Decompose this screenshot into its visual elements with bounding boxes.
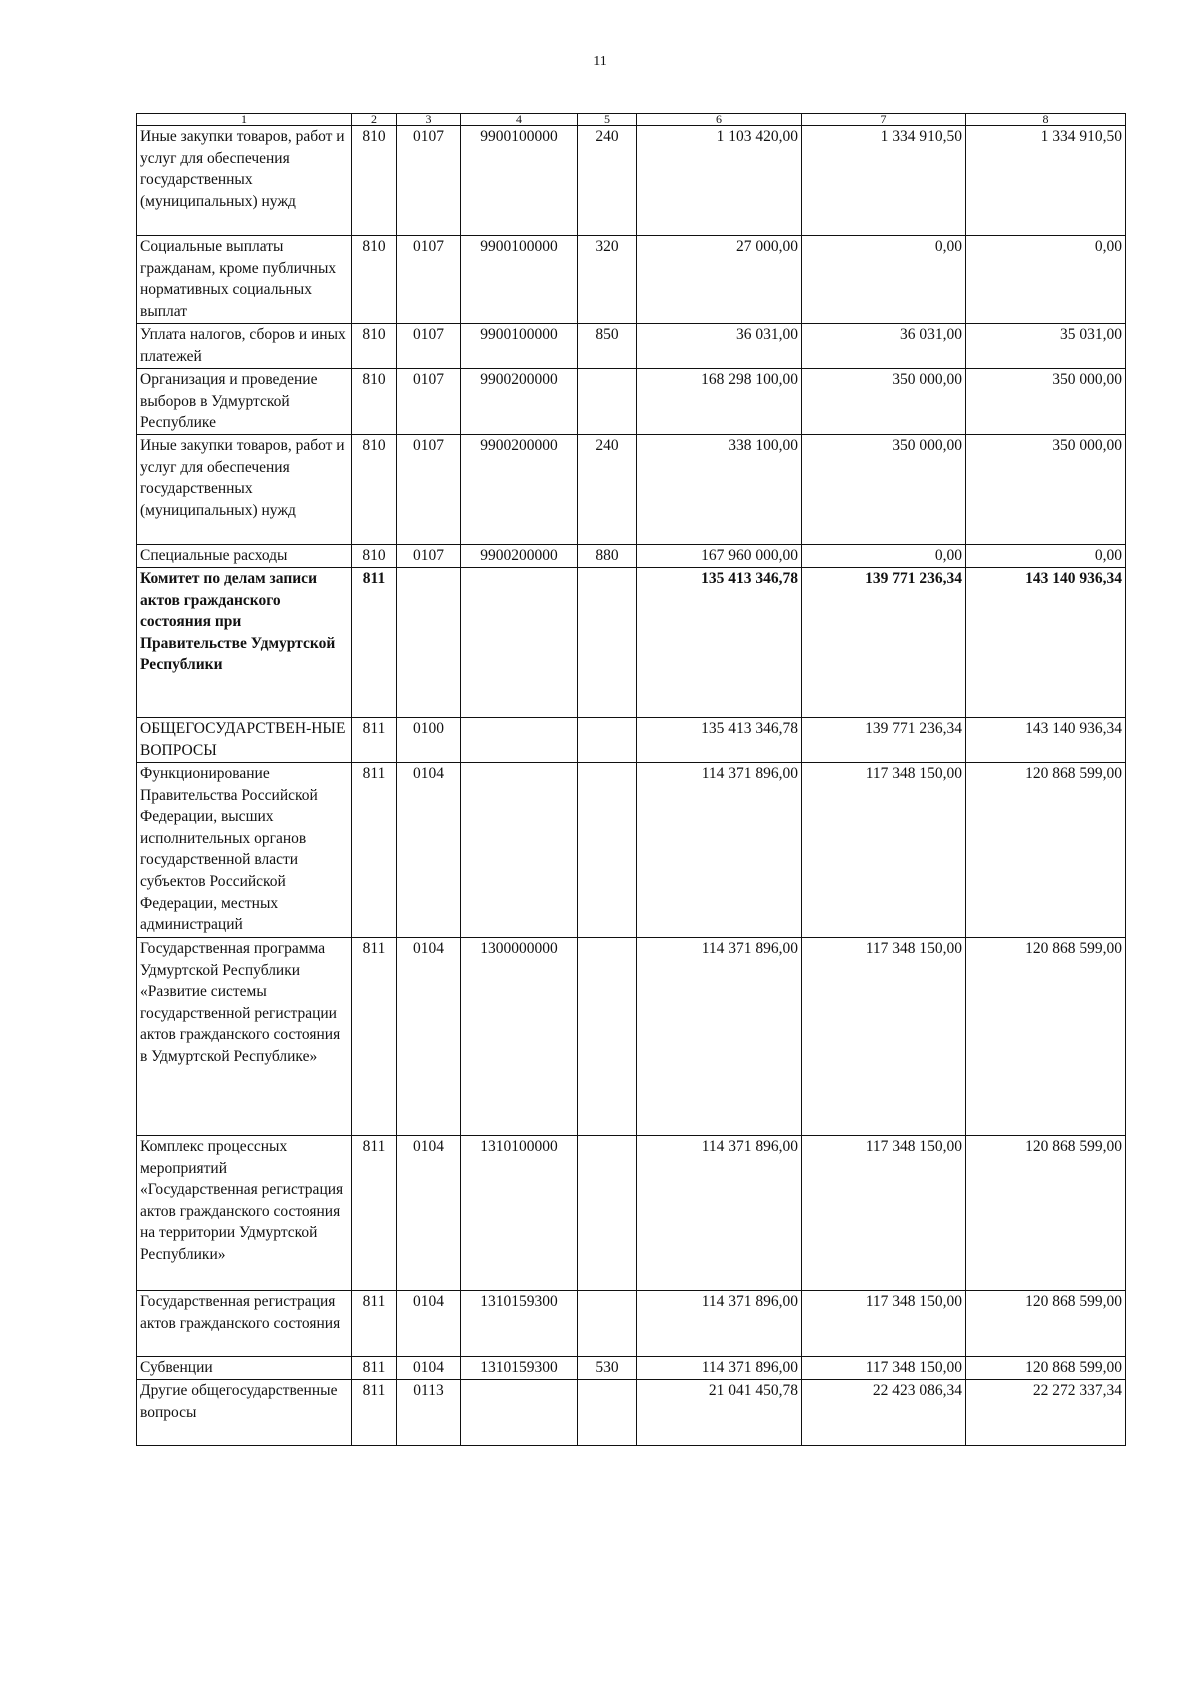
table-row — [137, 1380, 1126, 1446]
department-code-cell: 810 — [352, 324, 397, 369]
target-article-cell — [461, 763, 578, 938]
amount-year3-cell: 143 140 936,34 — [966, 718, 1126, 763]
expense-name-cell: Уплата налогов, сборов и иных платежей — [137, 324, 352, 369]
column-header: 3 — [397, 114, 461, 126]
amount-year2-cell: 1 334 910,50 — [802, 126, 966, 236]
expense-name-cell: Субвенции — [137, 1357, 352, 1380]
amount-year3-cell: 0,00 — [966, 545, 1126, 568]
department-code-cell: 810 — [352, 435, 397, 545]
table-row — [137, 1136, 1126, 1291]
amount-year2-cell: 22 423 086,34 — [802, 1380, 966, 1446]
amount-year2-cell: 0,00 — [802, 545, 966, 568]
amount-year3-cell: 350 000,00 — [966, 369, 1126, 435]
target-article-cell: 1310159300 — [461, 1357, 578, 1380]
amount-year3-cell: 0,00 — [966, 236, 1126, 324]
amount-year3-cell: 120 868 599,00 — [966, 1357, 1126, 1380]
amount-year3-cell: 120 868 599,00 — [966, 763, 1126, 938]
target-article-cell: 9900200000 — [461, 545, 578, 568]
expense-type-cell: 530 — [578, 1357, 637, 1380]
amount-year1-cell: 114 371 896,00 — [637, 938, 802, 1136]
column-header: 6 — [637, 114, 802, 126]
target-article-cell — [461, 718, 578, 763]
amount-year1-cell: 114 371 896,00 — [637, 763, 802, 938]
amount-year1-cell: 114 371 896,00 — [637, 1136, 802, 1291]
amount-year2-cell: 139 771 236,34 — [802, 718, 966, 763]
table-row — [137, 369, 1126, 435]
department-code-cell: 811 — [352, 763, 397, 938]
department-code-cell: 811 — [352, 1291, 397, 1357]
table-row — [137, 763, 1126, 938]
amount-year3-cell: 120 868 599,00 — [966, 1136, 1126, 1291]
column-header: 1 — [137, 114, 352, 126]
section-code-cell: 0104 — [397, 1357, 461, 1380]
table-row — [137, 718, 1126, 763]
section-code-cell: 0104 — [397, 1136, 461, 1291]
expense-type-cell — [578, 1291, 637, 1357]
amount-year3-cell: 1 334 910,50 — [966, 126, 1126, 236]
budget-table — [136, 113, 1126, 1446]
amount-year1-cell: 135 413 346,78 — [637, 568, 802, 718]
section-code-cell: 0107 — [397, 369, 461, 435]
amount-year3-cell: 350 000,00 — [966, 435, 1126, 545]
amount-year3-cell: 120 868 599,00 — [966, 938, 1126, 1136]
expense-name-cell: Государственная регистрация актов гражданского состояния — [137, 1291, 352, 1357]
expense-name-cell: Иные закупки товаров, работ и услуг для обеспечения государственных (муниципальных) нужд — [137, 126, 352, 236]
amount-year1-cell: 135 413 346,78 — [637, 718, 802, 763]
table-row — [137, 126, 1126, 236]
expense-name-cell: Организация и проведение выборов в Удмуртской Республике — [137, 369, 352, 435]
expense-name-cell: Другие общегосударственные вопросы — [137, 1380, 352, 1446]
department-code-cell: 811 — [352, 1380, 397, 1446]
section-code-cell: 0104 — [397, 938, 461, 1136]
department-code-cell: 811 — [352, 1357, 397, 1380]
department-code-cell: 811 — [352, 718, 397, 763]
expense-type-cell — [578, 763, 637, 938]
section-code-cell: 0107 — [397, 236, 461, 324]
target-article-cell: 1310100000 — [461, 1136, 578, 1291]
amount-year1-cell: 167 960 000,00 — [637, 545, 802, 568]
department-code-cell: 810 — [352, 126, 397, 236]
column-header: 7 — [802, 114, 966, 126]
section-code-cell: 0107 — [397, 545, 461, 568]
section-code-cell: 0107 — [397, 324, 461, 369]
department-code-cell: 811 — [352, 1136, 397, 1291]
table-row — [137, 324, 1126, 369]
expense-name-cell: Комплекс процессных мероприятий «Государственная регистрация актов гражданского состояния на территории Удмуртской Республики» — [137, 1136, 352, 1291]
amount-year1-cell: 36 031,00 — [637, 324, 802, 369]
section-code-cell: 0107 — [397, 126, 461, 236]
section-code-cell: 0100 — [397, 718, 461, 763]
amount-year2-cell: 350 000,00 — [802, 369, 966, 435]
department-code-cell: 810 — [352, 369, 397, 435]
section-code-cell: 0113 — [397, 1380, 461, 1446]
expense-name-cell: Социальные выплаты гражданам, кроме публичных нормативных социальных выплат — [137, 236, 352, 324]
amount-year2-cell: 139 771 236,34 — [802, 568, 966, 718]
column-number-row — [137, 114, 1126, 126]
target-article-cell: 9900200000 — [461, 369, 578, 435]
department-code-cell: 811 — [352, 938, 397, 1136]
amount-year1-cell: 114 371 896,00 — [637, 1291, 802, 1357]
table-row — [137, 568, 1126, 718]
amount-year3-cell: 120 868 599,00 — [966, 1291, 1126, 1357]
target-article-cell: 9900100000 — [461, 236, 578, 324]
table-row — [137, 938, 1126, 1136]
table-row — [137, 1291, 1126, 1357]
expense-type-cell: 240 — [578, 435, 637, 545]
column-header: 5 — [578, 114, 637, 126]
department-code-cell: 810 — [352, 545, 397, 568]
expense-name-cell: ОБЩЕГОСУДАРСТВЕН-НЫЕ ВОПРОСЫ — [137, 718, 352, 763]
amount-year2-cell: 117 348 150,00 — [802, 938, 966, 1136]
expense-name-cell: Комитет по делам записи актов гражданского состояния при Правительстве Удмуртской Республики — [137, 568, 352, 718]
target-article-cell: 9900100000 — [461, 324, 578, 369]
expense-type-cell — [578, 718, 637, 763]
amount-year3-cell: 35 031,00 — [966, 324, 1126, 369]
table-row — [137, 545, 1126, 568]
table-row — [137, 1357, 1126, 1380]
page-number: 11 — [593, 54, 607, 69]
expense-type-cell — [578, 938, 637, 1136]
expense-type-cell — [578, 1136, 637, 1291]
expense-type-cell: 240 — [578, 126, 637, 236]
department-code-cell: 810 — [352, 236, 397, 324]
amount-year1-cell: 114 371 896,00 — [637, 1357, 802, 1380]
target-article-cell: 9900100000 — [461, 126, 578, 236]
expense-type-cell: 320 — [578, 236, 637, 324]
table-row — [137, 236, 1126, 324]
expense-name-cell: Функционирование Правительства Российской Федерации, высших исполнительных органов государственной власти субъектов Российской Федерации, местных администраций — [137, 763, 352, 938]
amount-year1-cell: 168 298 100,00 — [637, 369, 802, 435]
target-article-cell — [461, 1380, 578, 1446]
table-body — [137, 126, 1126, 1446]
expense-type-cell — [578, 369, 637, 435]
column-header: 8 — [966, 114, 1126, 126]
amount-year2-cell: 117 348 150,00 — [802, 763, 966, 938]
target-article-cell — [461, 568, 578, 718]
amount-year3-cell: 143 140 936,34 — [966, 568, 1126, 718]
amount-year3-cell: 22 272 337,34 — [966, 1380, 1126, 1446]
section-code-cell: 0104 — [397, 1291, 461, 1357]
section-code-cell: 0104 — [397, 763, 461, 938]
amount-year2-cell: 350 000,00 — [802, 435, 966, 545]
department-code-cell: 811 — [352, 568, 397, 718]
amount-year2-cell: 36 031,00 — [802, 324, 966, 369]
expense-name-cell: Специальные расходы — [137, 545, 352, 568]
expense-type-cell: 880 — [578, 545, 637, 568]
section-code-cell: 0107 — [397, 435, 461, 545]
expense-type-cell: 850 — [578, 324, 637, 369]
expense-type-cell — [578, 1380, 637, 1446]
target-article-cell: 1300000000 — [461, 938, 578, 1136]
amount-year2-cell: 117 348 150,00 — [802, 1291, 966, 1357]
amount-year2-cell: 0,00 — [802, 236, 966, 324]
expense-type-cell — [578, 568, 637, 718]
expense-name-cell: Государственная программа Удмуртской Республики «Развитие системы государственной регистрации актов гражданского состояния в Удмуртской Республике» — [137, 938, 352, 1136]
amount-year1-cell: 21 041 450,78 — [637, 1380, 802, 1446]
column-header: 2 — [352, 114, 397, 126]
column-header: 4 — [461, 114, 578, 126]
target-article-cell: 1310159300 — [461, 1291, 578, 1357]
amount-year1-cell: 1 103 420,00 — [637, 126, 802, 236]
amount-year2-cell: 117 348 150,00 — [802, 1357, 966, 1380]
amount-year1-cell: 27 000,00 — [637, 236, 802, 324]
amount-year2-cell: 117 348 150,00 — [802, 1136, 966, 1291]
table-row — [137, 435, 1126, 545]
amount-year1-cell: 338 100,00 — [637, 435, 802, 545]
target-article-cell: 9900200000 — [461, 435, 578, 545]
section-code-cell — [397, 568, 461, 718]
expense-name-cell: Иные закупки товаров, работ и услуг для обеспечения государственных (муниципальных) нужд — [137, 435, 352, 545]
